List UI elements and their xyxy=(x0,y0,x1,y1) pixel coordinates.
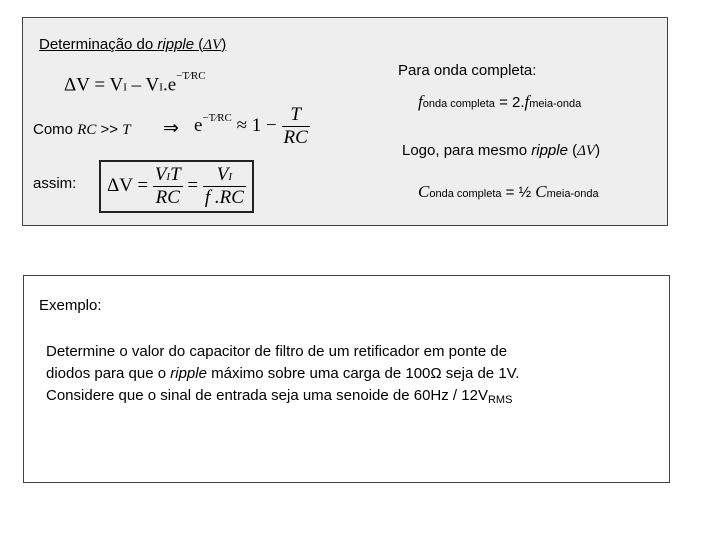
implies-arrow: ⇒ xyxy=(163,118,179,139)
ripple-result-formula: ΔV = $\frac{\text{VIT}}{RC}$ = $\frac{VI}{f .RC}$ xyxy=(99,160,254,213)
exponential-approximation: $e^{-T⁄RC} \approx 1$ − $\frac{T}{RC}$ xyxy=(194,104,308,148)
assim-label: assim: xyxy=(33,175,77,192)
capacitance-relation: Conda completa = ½ Cmeia-onda xyxy=(418,182,599,201)
problem-line-3: Considere que o sinal de entrada seja uma senoide de $60Hz / 12V_{RMS}$ xyxy=(46,387,513,406)
frequency-relation: fonda completa = 2.fmeia-onda xyxy=(418,92,582,111)
problem-line-2: diodos para que o ripple máximo sobre uma carga de 100Ω seja de 1V. xyxy=(46,365,520,382)
ripple-exponential-formula: ΔV = VI – $VI.e^{-T⁄RC}$ xyxy=(64,70,206,96)
problem-line-1: Determine o valor do capacitor de filtro de um retificador em ponte de xyxy=(46,343,508,360)
full-wave-header: Para onda completa: xyxy=(398,62,537,79)
conclusion-text: Logo, para mesmo ripple (ΔV) xyxy=(402,142,601,159)
example-problem-text xyxy=(46,341,519,408)
example-heading: Exemplo: xyxy=(39,297,102,314)
section-title: Determinação do ripple (ΔV) xyxy=(39,36,227,53)
condition-text: Como RC >> T xyxy=(33,121,131,138)
